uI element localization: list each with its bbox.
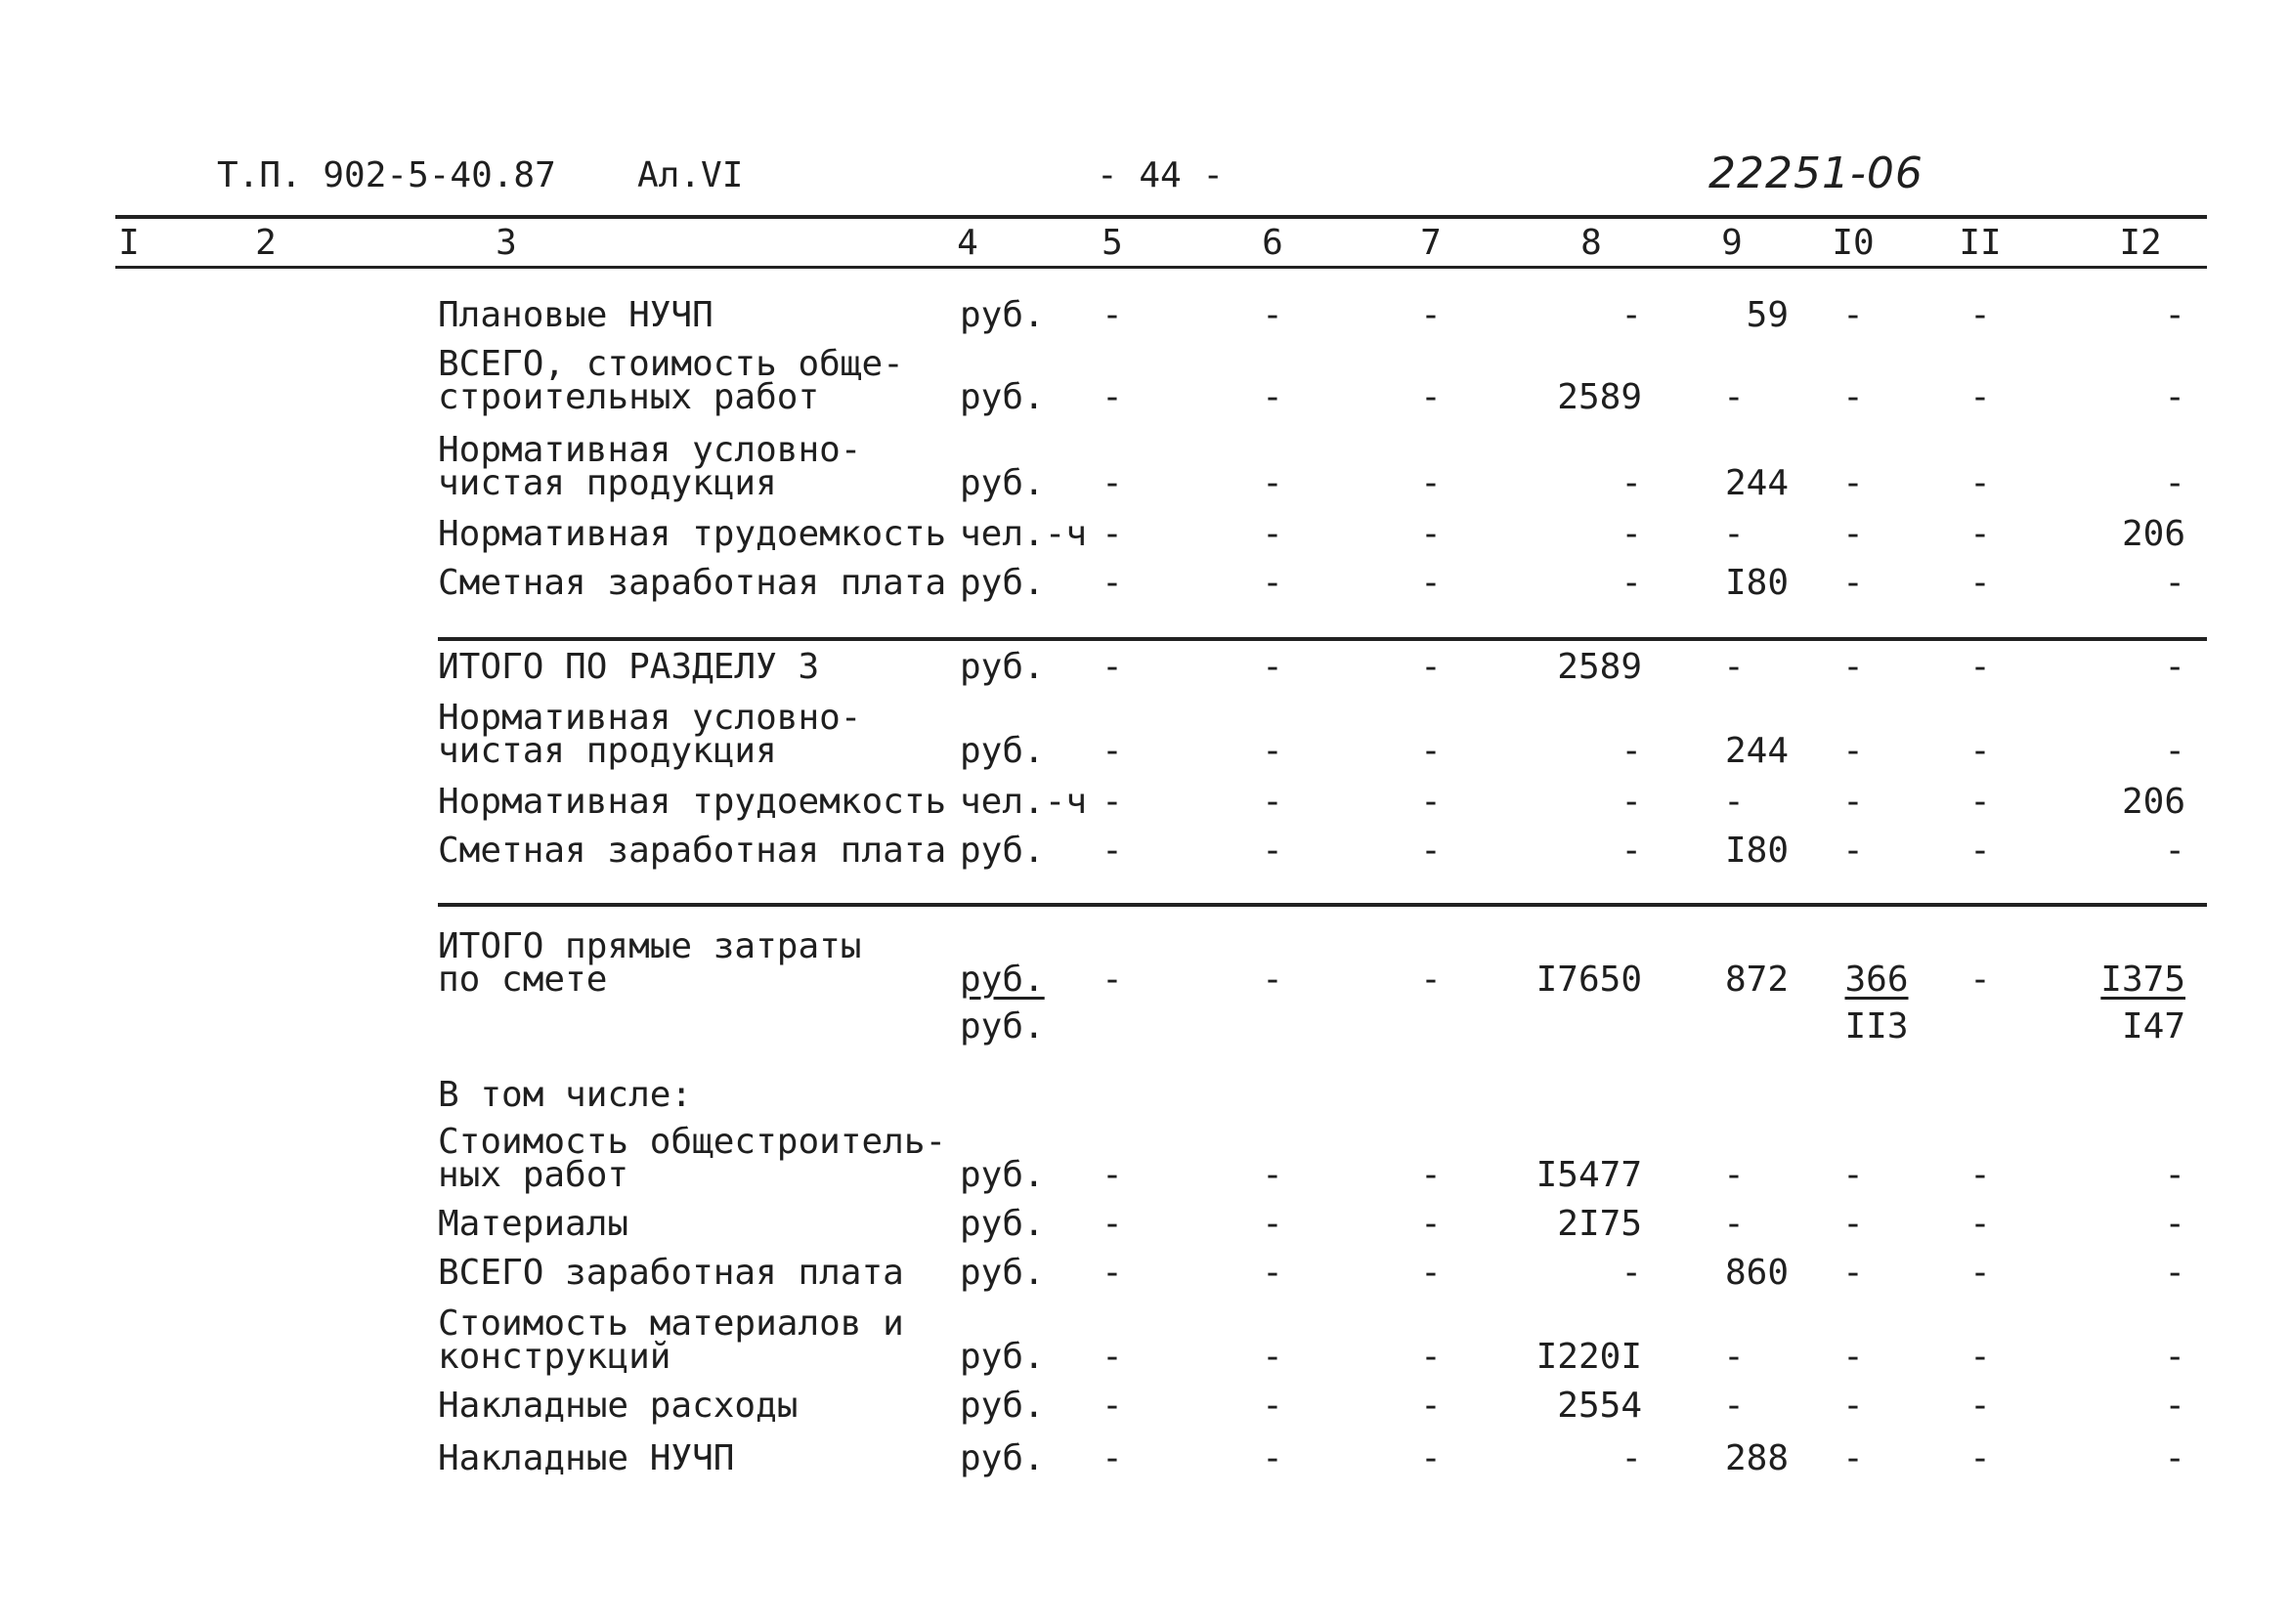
cell-col7: - — [1420, 960, 1442, 1000]
cell-col6: - — [1262, 1386, 1283, 1426]
cell-col11: - — [1969, 463, 1991, 503]
row-label: строительных работ — [438, 377, 820, 417]
row-unit: руб. — [960, 1337, 1045, 1377]
cell-col6: - — [1262, 295, 1283, 335]
cell-col11: - — [1969, 1337, 1991, 1377]
cell-col6: - — [1262, 563, 1283, 603]
cell-col5: - — [1102, 1438, 1123, 1478]
cell-col11: - — [1969, 1253, 1991, 1293]
cell-col7: - — [1420, 731, 1442, 771]
cell-col9: I80 — [1724, 831, 1789, 871]
cell-col10: - — [1842, 1204, 1864, 1244]
column-header: 9 — [1721, 223, 1743, 263]
page-number: - 44 - — [1097, 155, 1225, 195]
stamp-number: 22251-06 — [1708, 149, 1924, 198]
cell-col8: - — [1621, 731, 1642, 771]
cell-col11: - — [1969, 782, 1991, 822]
cell-col5: - — [1102, 1386, 1123, 1426]
cell-col12: - — [2164, 1155, 2185, 1195]
row-label: ВСЕГО, стоимость обще- — [438, 344, 904, 384]
cell-col6: - — [1262, 377, 1283, 417]
cell-col6: - — [1262, 831, 1283, 871]
cell-col10: - — [1842, 1155, 1864, 1195]
cell-col9: - — [1723, 377, 1745, 417]
cell-col11: - — [1969, 1386, 1991, 1426]
cell-col11: - — [1969, 1438, 1991, 1478]
cell-col8: I5477 — [1535, 1155, 1642, 1195]
column-header: 7 — [1420, 223, 1442, 263]
cell-col12: - — [2164, 1386, 2185, 1426]
row-unit: руб. — [960, 731, 1045, 771]
cell-col5: - — [1102, 782, 1123, 822]
cell-col9: - — [1723, 782, 1745, 822]
column-header: 4 — [957, 223, 978, 263]
cell-col7: - — [1420, 831, 1442, 871]
cell-col6: - — [1262, 1204, 1283, 1244]
row-label: Накладные расходы — [438, 1386, 799, 1426]
cell-col7: - — [1420, 647, 1442, 687]
cell-col6: - — [1262, 647, 1283, 687]
document-code: Т.П. 902-5-40.87 — [217, 155, 556, 195]
cell-col5: - — [1102, 514, 1123, 554]
row-unit: руб. — [960, 377, 1045, 417]
cell-col7: - — [1420, 1253, 1442, 1293]
row-label: чистая продукция — [438, 463, 777, 503]
cell-col10: - — [1842, 295, 1864, 335]
row-label: Нормативная трудоемкость — [438, 514, 947, 554]
row-unit: руб. — [960, 295, 1045, 335]
cell-col5: - — [1102, 295, 1123, 335]
cell-col8: I220I — [1535, 1337, 1642, 1377]
cell-col11: - — [1969, 563, 1991, 603]
cell-col5: - — [1102, 377, 1123, 417]
cell-col11: - — [1969, 731, 1991, 771]
cell-col12: - — [2164, 1253, 2185, 1293]
cell-col10: - — [1842, 1337, 1864, 1377]
row-label: по смете — [438, 960, 608, 1000]
cell-col9: I80 — [1724, 563, 1789, 603]
cell-col8: - — [1621, 563, 1642, 603]
row-label: чистая продукция — [438, 731, 777, 771]
cell-col7: - — [1420, 1337, 1442, 1377]
cell-col11: - — [1969, 295, 1991, 335]
cell-col6: - — [1262, 1155, 1283, 1195]
cell-col12: 206 — [2121, 782, 2185, 822]
column-header: I2 — [2119, 223, 2162, 263]
cell-col11: - — [1969, 647, 1991, 687]
row-label: Материалы — [438, 1204, 629, 1244]
column-header: 6 — [1262, 223, 1283, 263]
cell-col8: - — [1621, 831, 1642, 871]
cell-col5: - — [1102, 831, 1123, 871]
cell-col9: 288 — [1724, 1438, 1789, 1478]
header-bottom-rule — [115, 266, 2207, 269]
cell-col9: 59 — [1746, 295, 1789, 335]
row-label: Нормативная условно- — [438, 430, 862, 470]
cell-col6: - — [1262, 1337, 1283, 1377]
cell-col6: - — [1262, 1253, 1283, 1293]
cell-col10: - — [1842, 463, 1864, 503]
cell-col9: 244 — [1724, 731, 1789, 771]
cell-col8: - — [1621, 514, 1642, 554]
cell-col8: - — [1621, 463, 1642, 503]
cell-col6: - — [1262, 463, 1283, 503]
cell-col12: - — [2164, 377, 2185, 417]
row-label: Стоимость материалов и — [438, 1303, 904, 1344]
cell-col11: - — [1969, 1204, 1991, 1244]
row-unit: руб. — [960, 1253, 1045, 1293]
cell-col12: - — [2164, 831, 2185, 871]
row-label: В том числе: — [438, 1075, 693, 1115]
row-unit: чел.-ч — [960, 514, 1088, 554]
column-header: 3 — [496, 223, 517, 263]
cell-col10: - — [1842, 731, 1864, 771]
cell-col11: - — [1969, 831, 1991, 871]
cell-col7: - — [1420, 463, 1442, 503]
column-header: I0 — [1832, 223, 1875, 263]
cell-col6: - — [1262, 731, 1283, 771]
cell-col9: - — [1723, 1204, 1745, 1244]
cell-col5: - — [1102, 1337, 1123, 1377]
cell-col9: - — [1723, 514, 1745, 554]
cell-col10: - — [1842, 514, 1864, 554]
cell-col7: - — [1420, 563, 1442, 603]
cell-col9: 244 — [1724, 463, 1789, 503]
row-label: Стоимость общестроитель- — [438, 1122, 947, 1162]
cell-col12: - — [2164, 463, 2185, 503]
cell-col11: - — [1969, 377, 1991, 417]
cell-col5: - — [1102, 1253, 1123, 1293]
row-label: конструкций — [438, 1337, 671, 1377]
cell-col9: - — [1723, 1337, 1745, 1377]
row-unit: чел.-ч — [960, 782, 1088, 822]
cell-col7: - — [1420, 377, 1442, 417]
cell-col10: - — [1842, 377, 1864, 417]
header-top-rule — [115, 215, 2207, 219]
row-label: ных работ — [438, 1155, 629, 1195]
cell-col11: - — [1969, 1155, 1991, 1195]
cell-col5: - — [1102, 960, 1123, 1000]
cell-col7: - — [1420, 1386, 1442, 1426]
cell-col6: - — [1262, 514, 1283, 554]
cell-col8: - — [1621, 295, 1642, 335]
album-number: Ал.VI — [637, 155, 744, 195]
cell-col11: - — [1969, 514, 1991, 554]
cell-col10: - — [1842, 782, 1864, 822]
section-divider — [438, 903, 2207, 907]
row-label: Накладные НУЧП — [438, 1438, 735, 1478]
column-header: 2 — [255, 223, 277, 263]
cell-col5: - — [1102, 463, 1123, 503]
row-unit: руб. — [960, 831, 1045, 871]
cell-col8: 2554 — [1557, 1386, 1642, 1426]
column-header: 5 — [1102, 223, 1123, 263]
cell-col5: - — [1102, 731, 1123, 771]
row-unit: руб. — [960, 1386, 1045, 1426]
cell-col12-secondary: I47 — [2121, 1006, 2185, 1047]
cell-col7: - — [1420, 782, 1442, 822]
cell-col9: - — [1723, 1386, 1745, 1426]
cell-col7: - — [1420, 1204, 1442, 1244]
cell-col12: - — [2164, 1337, 2185, 1377]
row-unit-secondary: руб. — [960, 1006, 1045, 1047]
cell-col8: 2I75 — [1557, 1204, 1642, 1244]
cell-col9: - — [1723, 1155, 1745, 1195]
cell-col10: - — [1842, 563, 1864, 603]
cell-col10: - — [1842, 831, 1864, 871]
row-label: ИТОГО ПО РАЗДЕЛУ 3 — [438, 647, 820, 687]
row-label: Плановые НУЧП — [438, 295, 713, 335]
row-label: ВСЕГО заработная плата — [438, 1253, 904, 1293]
column-header: I — [118, 223, 140, 263]
cell-col8: - — [1621, 1253, 1642, 1293]
row-unit: руб. — [960, 1438, 1045, 1478]
cell-col12: - — [2164, 731, 2185, 771]
cell-col11: - — [1969, 960, 1991, 1000]
cell-col5: - — [1102, 647, 1123, 687]
cell-col10: - — [1842, 1386, 1864, 1426]
cell-col9: 872 — [1724, 960, 1789, 1000]
row-label: ИТОГО прямые затраты — [438, 926, 862, 966]
cell-col8: 2589 — [1557, 647, 1642, 687]
cell-col7: - — [1420, 514, 1442, 554]
cell-col6: - — [1262, 782, 1283, 822]
row-label: Нормативная трудоемкость — [438, 782, 947, 822]
cell-col12: - — [2164, 1204, 2185, 1244]
cell-col10: - — [1842, 647, 1864, 687]
cell-col9: - — [1723, 647, 1745, 687]
cell-col5: - — [1102, 563, 1123, 603]
row-label: Сметная заработная плата — [438, 831, 947, 871]
row-unit: руб. — [960, 563, 1045, 603]
cell-col8: 2589 — [1557, 377, 1642, 417]
cell-col10: 366 — [1844, 960, 1909, 1000]
cell-col8: I7650 — [1535, 960, 1642, 1000]
cell-col12: I375 — [2100, 960, 2185, 1000]
column-header: 8 — [1580, 223, 1602, 263]
cell-col12: - — [2164, 295, 2185, 335]
row-label: Нормативная условно- — [438, 698, 862, 738]
cell-col12: - — [2164, 563, 2185, 603]
cell-col10: - — [1842, 1438, 1864, 1478]
row-unit: руб. — [960, 647, 1045, 687]
cell-col8: - — [1621, 782, 1642, 822]
row-unit: руб. — [960, 1204, 1045, 1244]
column-header: II — [1959, 223, 2002, 263]
row-label: Сметная заработная плата — [438, 563, 947, 603]
cell-col5: - — [1102, 1204, 1123, 1244]
cell-col9: 860 — [1724, 1253, 1789, 1293]
row-unit: руб. — [960, 463, 1045, 503]
cell-col7: - — [1420, 1155, 1442, 1195]
cell-col12: - — [2164, 1438, 2185, 1478]
cell-col7: - — [1420, 295, 1442, 335]
cell-col5: - — [1102, 1155, 1123, 1195]
cell-col6: - — [1262, 960, 1283, 1000]
cell-col12: - — [2164, 647, 2185, 687]
cell-col6: - — [1262, 1438, 1283, 1478]
row-unit: руб. — [960, 1155, 1045, 1195]
row-unit: руб. — [960, 960, 1045, 1000]
cell-col8: - — [1621, 1438, 1642, 1478]
cell-col10-secondary: II3 — [1844, 1006, 1909, 1047]
cell-col10: - — [1842, 1253, 1864, 1293]
cell-col12: 206 — [2121, 514, 2185, 554]
cell-col7: - — [1420, 1438, 1442, 1478]
section-divider — [438, 637, 2207, 641]
